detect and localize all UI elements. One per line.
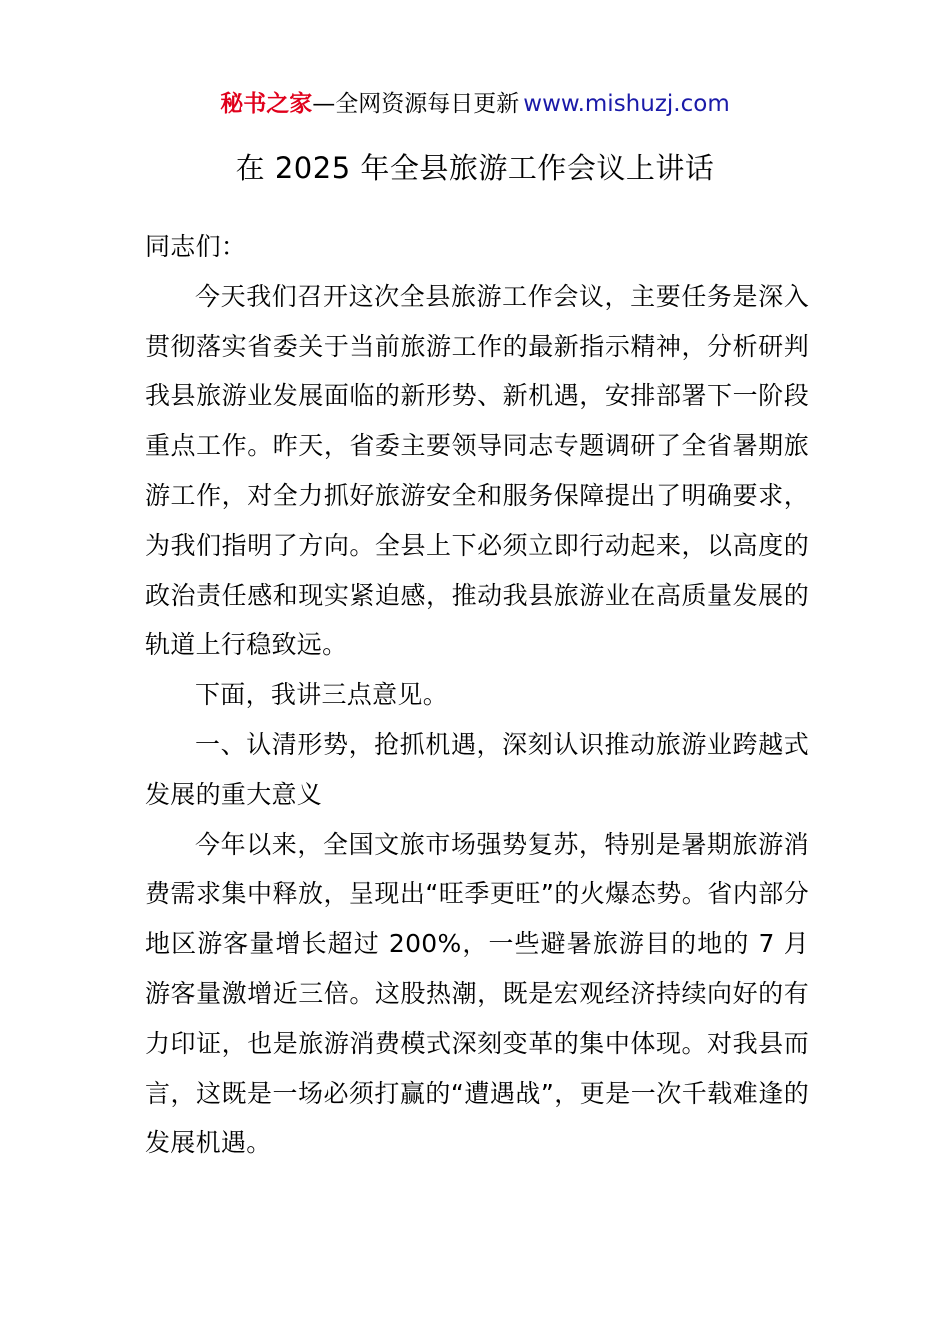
- section-1-paragraph: 今年以来，全国文旅市场强势复苏，特别是暑期旅游消费需求集中释放，呈现出“旺季更旺”的火爆态势。省内部分地区游客量增长超过 200%，一些避暑旅游目的地的 7 月游客量激增近三倍。这股热潮，既是宏观经济持续向好的有力印证，也是旅游消费模式深刻变革的集中体现。对我县而言，这既是一场必须打赢的“遭遇战”，更是一次千载难逢的发展机遇。: [145, 829, 809, 1158]
- body-paragraph-intro: 今天我们召开这次全县旅游工作会议，主要任务是深入贯彻落实省委关于当前旅游工作的最新指示精神，分析研判我县旅游业发展面临的新形势、新机遇，安排部署下一阶段重点工作。昨天，省委主要领导同志专题调研了全省暑期旅游工作，对全力抓好旅游安全和服务保障提出了明确要求，为我们指明了方向。全县上下必须立即行动起来，以高度的政治责任感和现实紧迫感，推动我县旅游业在高质量发展的轨道上行稳致远。: [145, 281, 809, 660]
- section-heading-1: 一、认清形势，抢抓机遇，深刻认识推动旅游业跨越式发展的重大意义: [145, 729, 809, 809]
- site-header: [0, 88, 950, 120]
- document-title: 在 2025 年全县旅游工作会议上讲话: [235, 151, 715, 185]
- site-name: 秘书之家: [220, 91, 313, 117]
- salutation: 同志们：: [145, 232, 247, 261]
- document-body: [145, 222, 809, 1168]
- body-paragraph-outline: 下面，我讲三点意见。: [195, 680, 449, 710]
- site-tagline: —全网资源每日更新: [312, 91, 520, 117]
- site-url-link[interactable]: www.mishuzj.com: [523, 91, 730, 117]
